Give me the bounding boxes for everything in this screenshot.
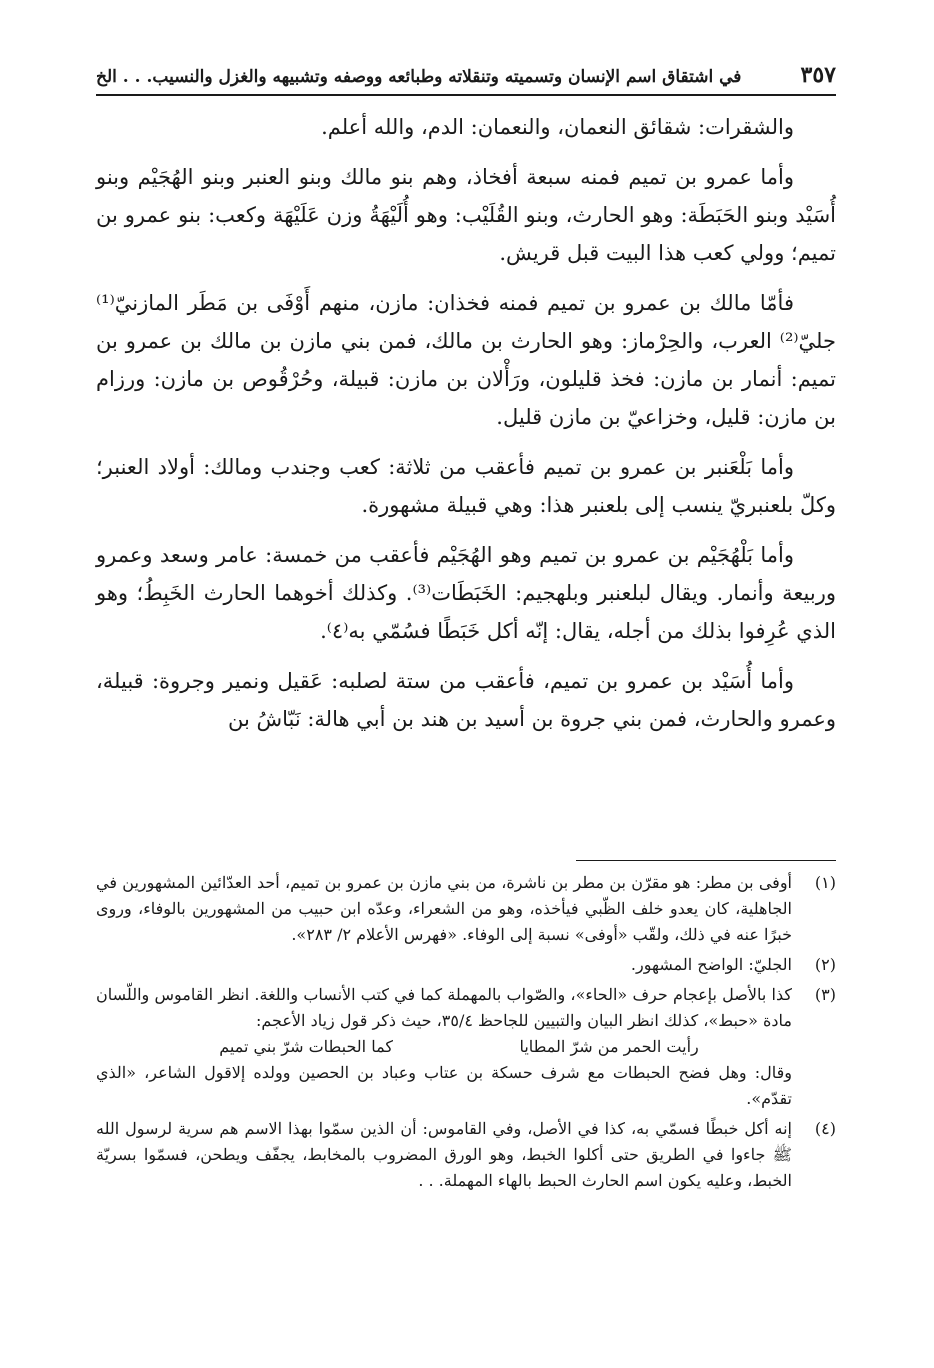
footnote-text: أوفى بن مطر: هو مقرّن بن مطر بن ناشرة، من بني مازن بن عمرو بن تميم، أحد العدّائين المشهورين في الجاهلية، كان يعدو خلف الظّبي فيأخذه، وهو من الشعراء، وعدّه ابن حبيب من المشهورين بالوفاء، وروى خبرًا عنه في ذلك، ولقّب «أوفى» نسبة إلى الوفاء. «فهرس الأعلام ٢/ ٢٨٣». (96, 873, 792, 944)
paragraph: وأما عمرو بن تميم فمنه سبعة أفخاذ، وهم بنو مالك وبنو العنبر وبنو الهُجَيْم وبنو أُسَيْد وبنو الحَبَطَة: وهو الحارث، وبنو القُلَيْب: وهو أُلَيْهَةُ وزن عَلَيْهَة وكعب: بنو عمرو بن تميم؛ وولي كعب هذا البيت قبل قريش. (96, 165, 836, 265)
footnote (96, 1116, 836, 1194)
paragraph: وأما بَلْهُجَيْم بن عمرو بن تميم وهو الهُجَيْم فأعقب من خمسة: عامر وسعد وعمرو وربيعة وأنمار. ويقال لبلعنبر وبلهجيم: الخَبَطَات⁽³⁾. وكذلك أخوهما الحارث الخَبِطُ؛ وهو الذي عُرِفوا بذلك من أجله، يقال: إنّه أكل خَبَطًا فسُمّي به⁽٤⁾. (96, 543, 836, 643)
footnote-number: (٣) (814, 985, 836, 1004)
footnotes (96, 870, 836, 1198)
footnote-number: (٤) (814, 1119, 836, 1138)
footnote (96, 870, 836, 948)
footnote-text: إنه أكل خبطًا فسمّي به، كذا في الأصل، وفي القاموس: أن الذين سمّوا بهذا الاسم هم سرية لرسول الله ﷺ جاءوا في الطريق حتى أكلوا الخبط، وهو الورق المضروب بالمخابط، يجفّف ويطحن، فسمّوا بسريّة الخبط، وعليه يكون اسم الحارث الحبط بالهاء المهملة. . . (96, 1119, 793, 1190)
footnote-text: وقال: وهل فضح الحبطات مع شرف حسكة بن عتاب وعباد بن الحصين وولده إلاقول الشاعر، «الذي تقدّم». (96, 1063, 792, 1108)
verse-hemistich: كما الحبطات شرّ بني تميم (219, 1037, 393, 1056)
verse-hemistich: رأيت الحمر من شرّ المطايا (519, 1037, 699, 1056)
paragraph: وأما أُسَيْد بن عمرو بن تميم، فأعقب من ستة لصلبه: عَقيل ونمير وجروة: قبيلة، وعمرو والحارث، فمن بني جروة بن أسيد بن هند بن أبي هالة: نَبّاشُ بن (96, 669, 836, 731)
footnote-body (96, 982, 792, 1112)
footnote-number: (٢) (814, 955, 836, 974)
page-number: ٣٥٧ (800, 62, 836, 88)
footnote-text: الجليّ: الواضح المشهور. (630, 955, 792, 974)
footnote-number: (١) (814, 873, 836, 892)
main-text (96, 108, 836, 738)
running-header (96, 62, 836, 96)
paragraph: وأما بَلْعَنبر بن عمرو بن تميم فأعقب من ثلاثة: كعب وجندب ومالك: أولاد العنبر؛ وكلّ بلعنبريّ ينسب إلى بلعنبر هذا: وهي قبيلة مشهورة. (96, 455, 836, 517)
footnote (96, 952, 836, 978)
paragraph: والشقرات: شقائق النعمان، والنعمان: الدم، والله أعلم. (321, 115, 794, 139)
poetry-verse (96, 1034, 792, 1060)
footnote-text: كذا بالأصل بإعجام حرف «الحاء»، والصّواب بالمهملة كما في كتب الأنساب واللغة. انظر القاموس واللّسان مادة «حبط»، كذلك انظر البيان والتبيين للجاحظ ٣٥/٤، حيث ذكر قول زياد الأعجم: (96, 985, 792, 1030)
footnote (96, 982, 836, 1112)
running-title: في اشتقاق اسم الإنسان وتسميته وتنقلاته وطبائعه ووصفه وتشبيهه والغزل والنسيب. . . الخ (96, 67, 742, 87)
paragraph: فأمّا مالك بن عمرو بن تميم فمنه فخذان: مازن، منهم أَوْفَى بن مَطَر المازنيّ⁽¹⁾ جليّ⁽²⁾ العرب، والحِرْماز: وهو الحارث بن مالك، فمن بني مازن بن مالك بن عمرو بن تميم: أنمار بن مازن: فخذ قليلون، ورَأْلان بن مازن: قبيلة، وحُرْقُوص بن مازن: ورزام بن مازن: قليل، وخزاعيّ بن مازن قليل. (96, 291, 836, 429)
footnote-separator (576, 860, 836, 861)
